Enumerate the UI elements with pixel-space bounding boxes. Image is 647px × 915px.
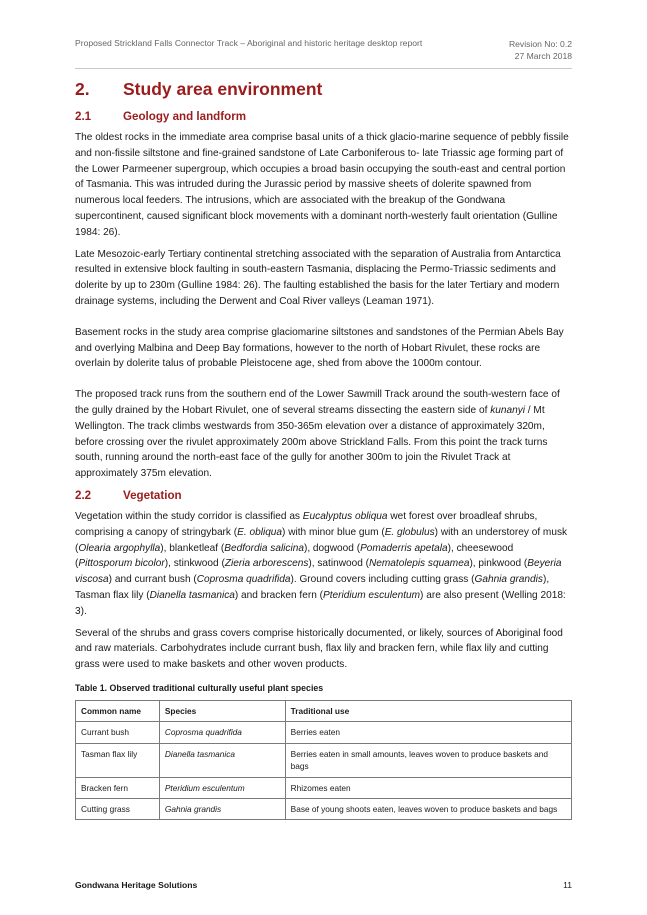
traditional-use-cell: Rhizomes eaten <box>285 777 571 798</box>
paragraph-text: ) are also present (Welling 2018: 3). <box>75 589 566 617</box>
paragraph-text: ), Tasman flax lily ( <box>75 574 550 601</box>
paragraph-text: ), stinkwood ( <box>164 558 225 570</box>
paragraph-text: ), pinkwood ( <box>469 558 528 570</box>
header-date: 27 March 2018 <box>514 51 572 61</box>
species-name: Zieria arborescens <box>224 558 309 570</box>
species-name: Nematolepis squamea <box>369 558 470 570</box>
paragraph-text: ), dogwood ( <box>303 542 361 554</box>
species-cell: Coprosma quadrifida <box>159 722 285 743</box>
subsection-number: 2.1 <box>75 110 92 123</box>
table-row <box>76 777 572 798</box>
table-caption: Table 1. Observed traditional culturally useful plant species <box>75 682 324 693</box>
paragraph-text: ), blanketleaf ( <box>160 542 225 554</box>
paragraph-geology-4 <box>75 387 572 482</box>
species-name: E. globulus <box>384 526 435 538</box>
paragraph-vegetation-1 <box>75 509 572 620</box>
species-name: Beyeria viscosa <box>75 558 562 586</box>
species-name: Bedfordia salicina <box>224 542 304 554</box>
column-header: Species <box>159 700 285 721</box>
section-title: Study area environment <box>123 79 323 99</box>
table-row <box>76 722 572 743</box>
paragraph-text: Vegetation within the study corridor is classified as <box>75 510 303 522</box>
species-name: Coprosma quadrifida <box>196 574 291 586</box>
common-name-cell: Bracken fern <box>76 777 160 798</box>
species-name: Pittosporum bicolor <box>78 558 165 570</box>
species-name: Eucalyptus obliqua <box>302 510 388 522</box>
common-name-cell: Currant bush <box>76 722 160 743</box>
species-name: E. obliqua <box>237 526 283 538</box>
column-header: Traditional use <box>285 700 571 721</box>
header-revision-block <box>509 38 572 62</box>
header-divider <box>75 68 572 69</box>
paragraph-text: ), satinwood ( <box>308 558 369 570</box>
subsection-title: Vegetation <box>123 488 182 502</box>
species-name: Dianella tasmanica <box>149 589 235 601</box>
subsection-title: Geology and landform <box>123 110 247 123</box>
paragraph-text: ) with an understorey of musk ( <box>75 526 568 554</box>
subsection-number: 2.2 <box>75 488 92 502</box>
species-cell: Gahnia grandis <box>159 798 285 819</box>
paragraph-text: wet forest over broadleaf shrubs, comprising a canopy of stringybark ( <box>75 510 538 538</box>
paragraph-geology-2: Late Mesozoic-early Tertiary continental stretching associated with the separation of Australia from Antarctica resulted in extensive block faulting in south-eastern Tasmania, displacing the Permo-Triassic sediments and dolerite by up to 230m (Gulline 1984: 26). The faulting established the basis for the later Tertiary and modern drainage systems, including the Derwent and Coal River valleys (Leaman 1971). <box>75 248 561 307</box>
column-header: Common name <box>76 700 160 721</box>
paragraph-text: ) and currant bush ( <box>108 574 197 586</box>
table-row <box>76 798 572 819</box>
table-header-row <box>76 700 572 721</box>
table-row <box>76 743 572 777</box>
plant-species-table <box>75 700 572 820</box>
species-name: Gahnia grandis <box>474 574 543 586</box>
common-name-cell: Tasman flax lily <box>76 743 160 777</box>
traditional-use-cell: Berries eaten in small amounts, leaves woven to produce baskets and bags <box>285 743 571 777</box>
paragraph-text: ), cheesewood ( <box>75 542 514 570</box>
subsection-heading-geology <box>75 109 572 124</box>
paragraph-text: ) and bracken fern ( <box>234 589 323 601</box>
paragraph-geology-1: The oldest rocks in the immediate area comprise basal units of a thick glacio-marine sequence of pebbly fissile and non-fissile siltstone and fine-grained sandstone of Late Carboniferous to- late Triassic age forming part of the Lower Parmeener supergroup, which occupies a broad basin occupying the south-east and central portion of Tasmania. This was intruded during the Jurassic period by massive sheets of dolerite spawned from numerous local feeders. The intrusions, which are associated with the breakup of the Gondwana supercontinent, caused significant block movements with a dominant north-westerly fault orientation (Gulline 1984: 26). <box>75 132 569 238</box>
place-name-kunanyi: kunanyi <box>490 404 525 416</box>
paragraph-text: The proposed track runs from the southern end of the Lower Sawmill Track around the south-western face of the gully drained by the Hobart Rivulet, one of several streams dissecting the eastern side of <box>75 389 560 416</box>
species-cell: Dianella tasmanica <box>159 743 285 777</box>
traditional-use-cell: Base of young shoots eaten, leaves woven to produce baskets and bags <box>285 798 571 819</box>
species-cell: Pteridium esculentum <box>159 777 285 798</box>
paragraph-text: ) with minor blue gum ( <box>282 526 385 538</box>
paragraph-text: ). Ground covers including cutting grass ( <box>290 574 475 586</box>
subsection-heading-vegetation <box>75 488 572 503</box>
species-name: Pomaderris apetala <box>360 542 448 554</box>
header-revision: Revision No: 0.2 <box>508 39 572 49</box>
section-number: 2. <box>75 79 90 99</box>
species-name: Olearia argophylla <box>78 542 161 554</box>
paragraph-text: / Mt Wellington. The track climbs westwards from 350-365m elevation over a distance of approximately 320m, before crossing over the rivulet approximately 200m above Strickland Falls. From this point the track turns south, running around the north-east face of the gully for another 300m to join the Rivulet Track at approximately 375m elevation. <box>75 404 548 480</box>
traditional-use-cell: Berries eaten <box>285 722 571 743</box>
section-heading <box>75 78 572 100</box>
common-name-cell: Cutting grass <box>76 798 160 819</box>
paragraph-geology-3: Basement rocks in the study area comprise glaciomarine siltstones and sandstones of the Permian Abels Bay and overlying Malbina and Deep Bay formations, however to the north of Hobart Rivulet, these rocks are overlain by dolerite talus of probable Pleistocene age, shed from above the 1000m contour. <box>75 326 564 370</box>
header-title: Proposed Strickland Falls Connector Track – Aboriginal and historic heritage desktop report <box>75 38 423 48</box>
page-number: 11 <box>563 880 572 890</box>
paragraph-vegetation-2: Several of the shrubs and grass covers comprise historically documented, or likely, sources of Aboriginal food and raw materials. Carbohydrates include currant bush, flax lily and bracken fern, while flax lily and cutting grass were used to make baskets and other woven products. <box>75 627 563 671</box>
species-name: Pteridium esculentum <box>322 589 421 601</box>
main-content <box>75 78 572 820</box>
footer-organisation: Gondwana Heritage Solutions <box>75 880 198 890</box>
